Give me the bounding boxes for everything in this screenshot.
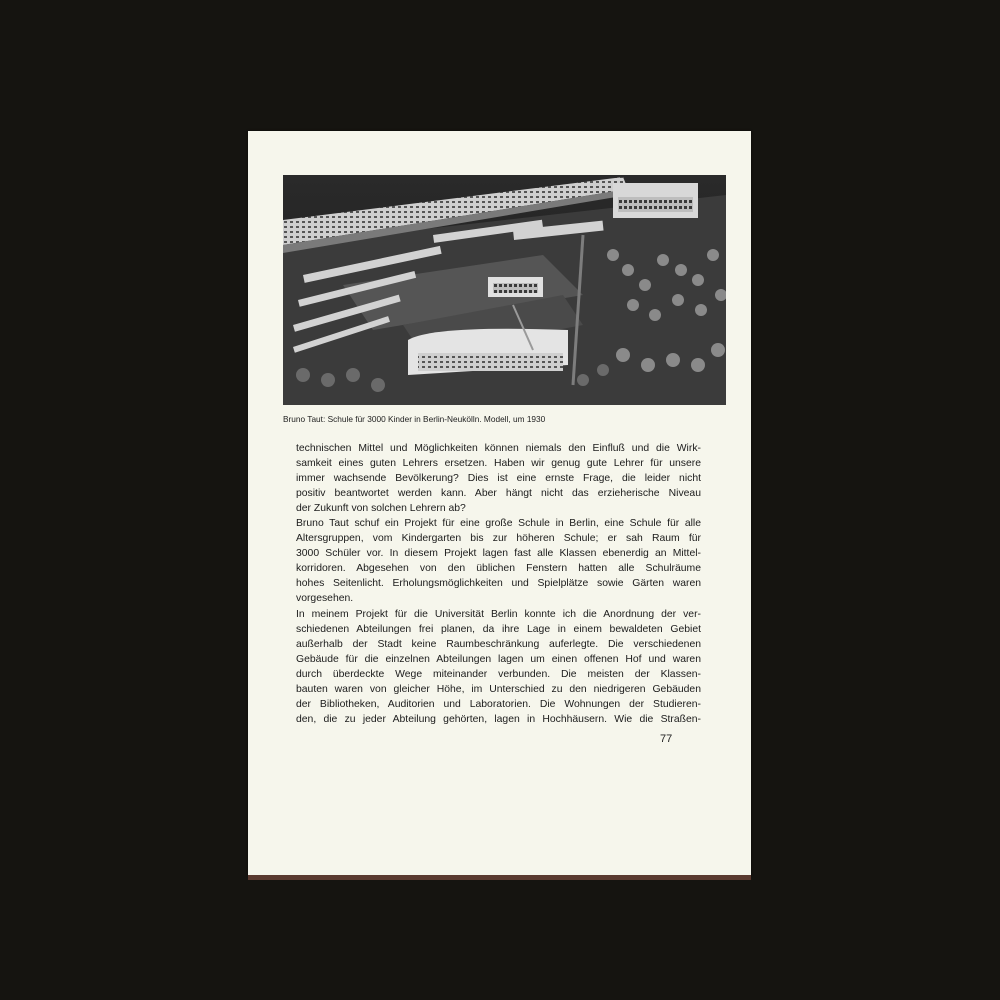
- school-model-photo: [283, 175, 726, 405]
- figure-caption: Bruno Taut: Schule für 3000 Kinder in Berlin-Neukölln. Modell, um 1930: [283, 414, 546, 424]
- text-line: samkeit eines guten Lehrers ersetzen. Haben wir genug gute Lehrer für unsere: [296, 458, 701, 470]
- text-line: hohes Seitenlicht. Erholungsmöglichkeiten und Spielplätze sowie Gärten waren: [296, 578, 701, 590]
- text-line: Altersgruppen, vom Kindergarten bis zur höheren Schule; er sah Raum für: [296, 533, 701, 545]
- text-line: der Zukunft von solchen Lehrern ab?: [296, 503, 466, 515]
- text-line: bauten waren von gleicher Höhe, im Unterschied zu den niedrigeren Gebäuden: [296, 683, 701, 695]
- text-line: technischen Mittel und Möglichkeiten können niemals den Einfluß und die Wirk-: [296, 443, 701, 454]
- text-line: In meinem Projekt für die Universität Berlin konnte ich die Anordnung der ver-: [296, 608, 701, 620]
- text-line: durch überdeckte Wege miteinander verbunden. Die meisten der Klassen-: [296, 668, 701, 680]
- text-line: vorgesehen.: [296, 593, 354, 605]
- text-line: schiedenen Abteilungen frei planen, da ihre Lage in einem bewaldeten Gebiet: [296, 623, 701, 635]
- text-line: positiv beantwortet werden kann. Aber hängt nicht das erzieherische Niveau: [296, 488, 701, 500]
- text-line: den, die zu jeder Abteilung gehörten, lagen in Hochhäusern. Wie die Straßen-: [296, 713, 701, 725]
- page-number: 77: [660, 733, 673, 745]
- body-text: [296, 441, 701, 727]
- text-line: Bruno Taut schuf ein Projekt für eine große Schule in Berlin, eine Schule für alle: [296, 518, 701, 530]
- text-line: korridoren. Abgesehen von den üblichen Fenstern hatten alle Schulräume: [296, 563, 701, 575]
- book-page: [248, 131, 751, 876]
- text-line: immer wachsende Bevölkerung? Dies ist eine ernste Frage, die leider nicht: [296, 473, 701, 485]
- text-line: 3000 Schüler vor. In diesem Projekt lagen fast alle Klassen ebenerdig an Mittel-: [296, 548, 701, 560]
- text-line: Gebäude für die einzelnen Abteilungen lagen um einen offenen Hof und waren: [296, 653, 701, 665]
- text-line: außerhalb der Stadt keine Raumbeschränkung auferlegte. Die verschiedenen: [296, 638, 701, 650]
- page-edge: [248, 875, 751, 880]
- text-line: der Bibliotheken, Auditorien und Laboratorien. Die Wohnungen der Studieren-: [296, 698, 701, 710]
